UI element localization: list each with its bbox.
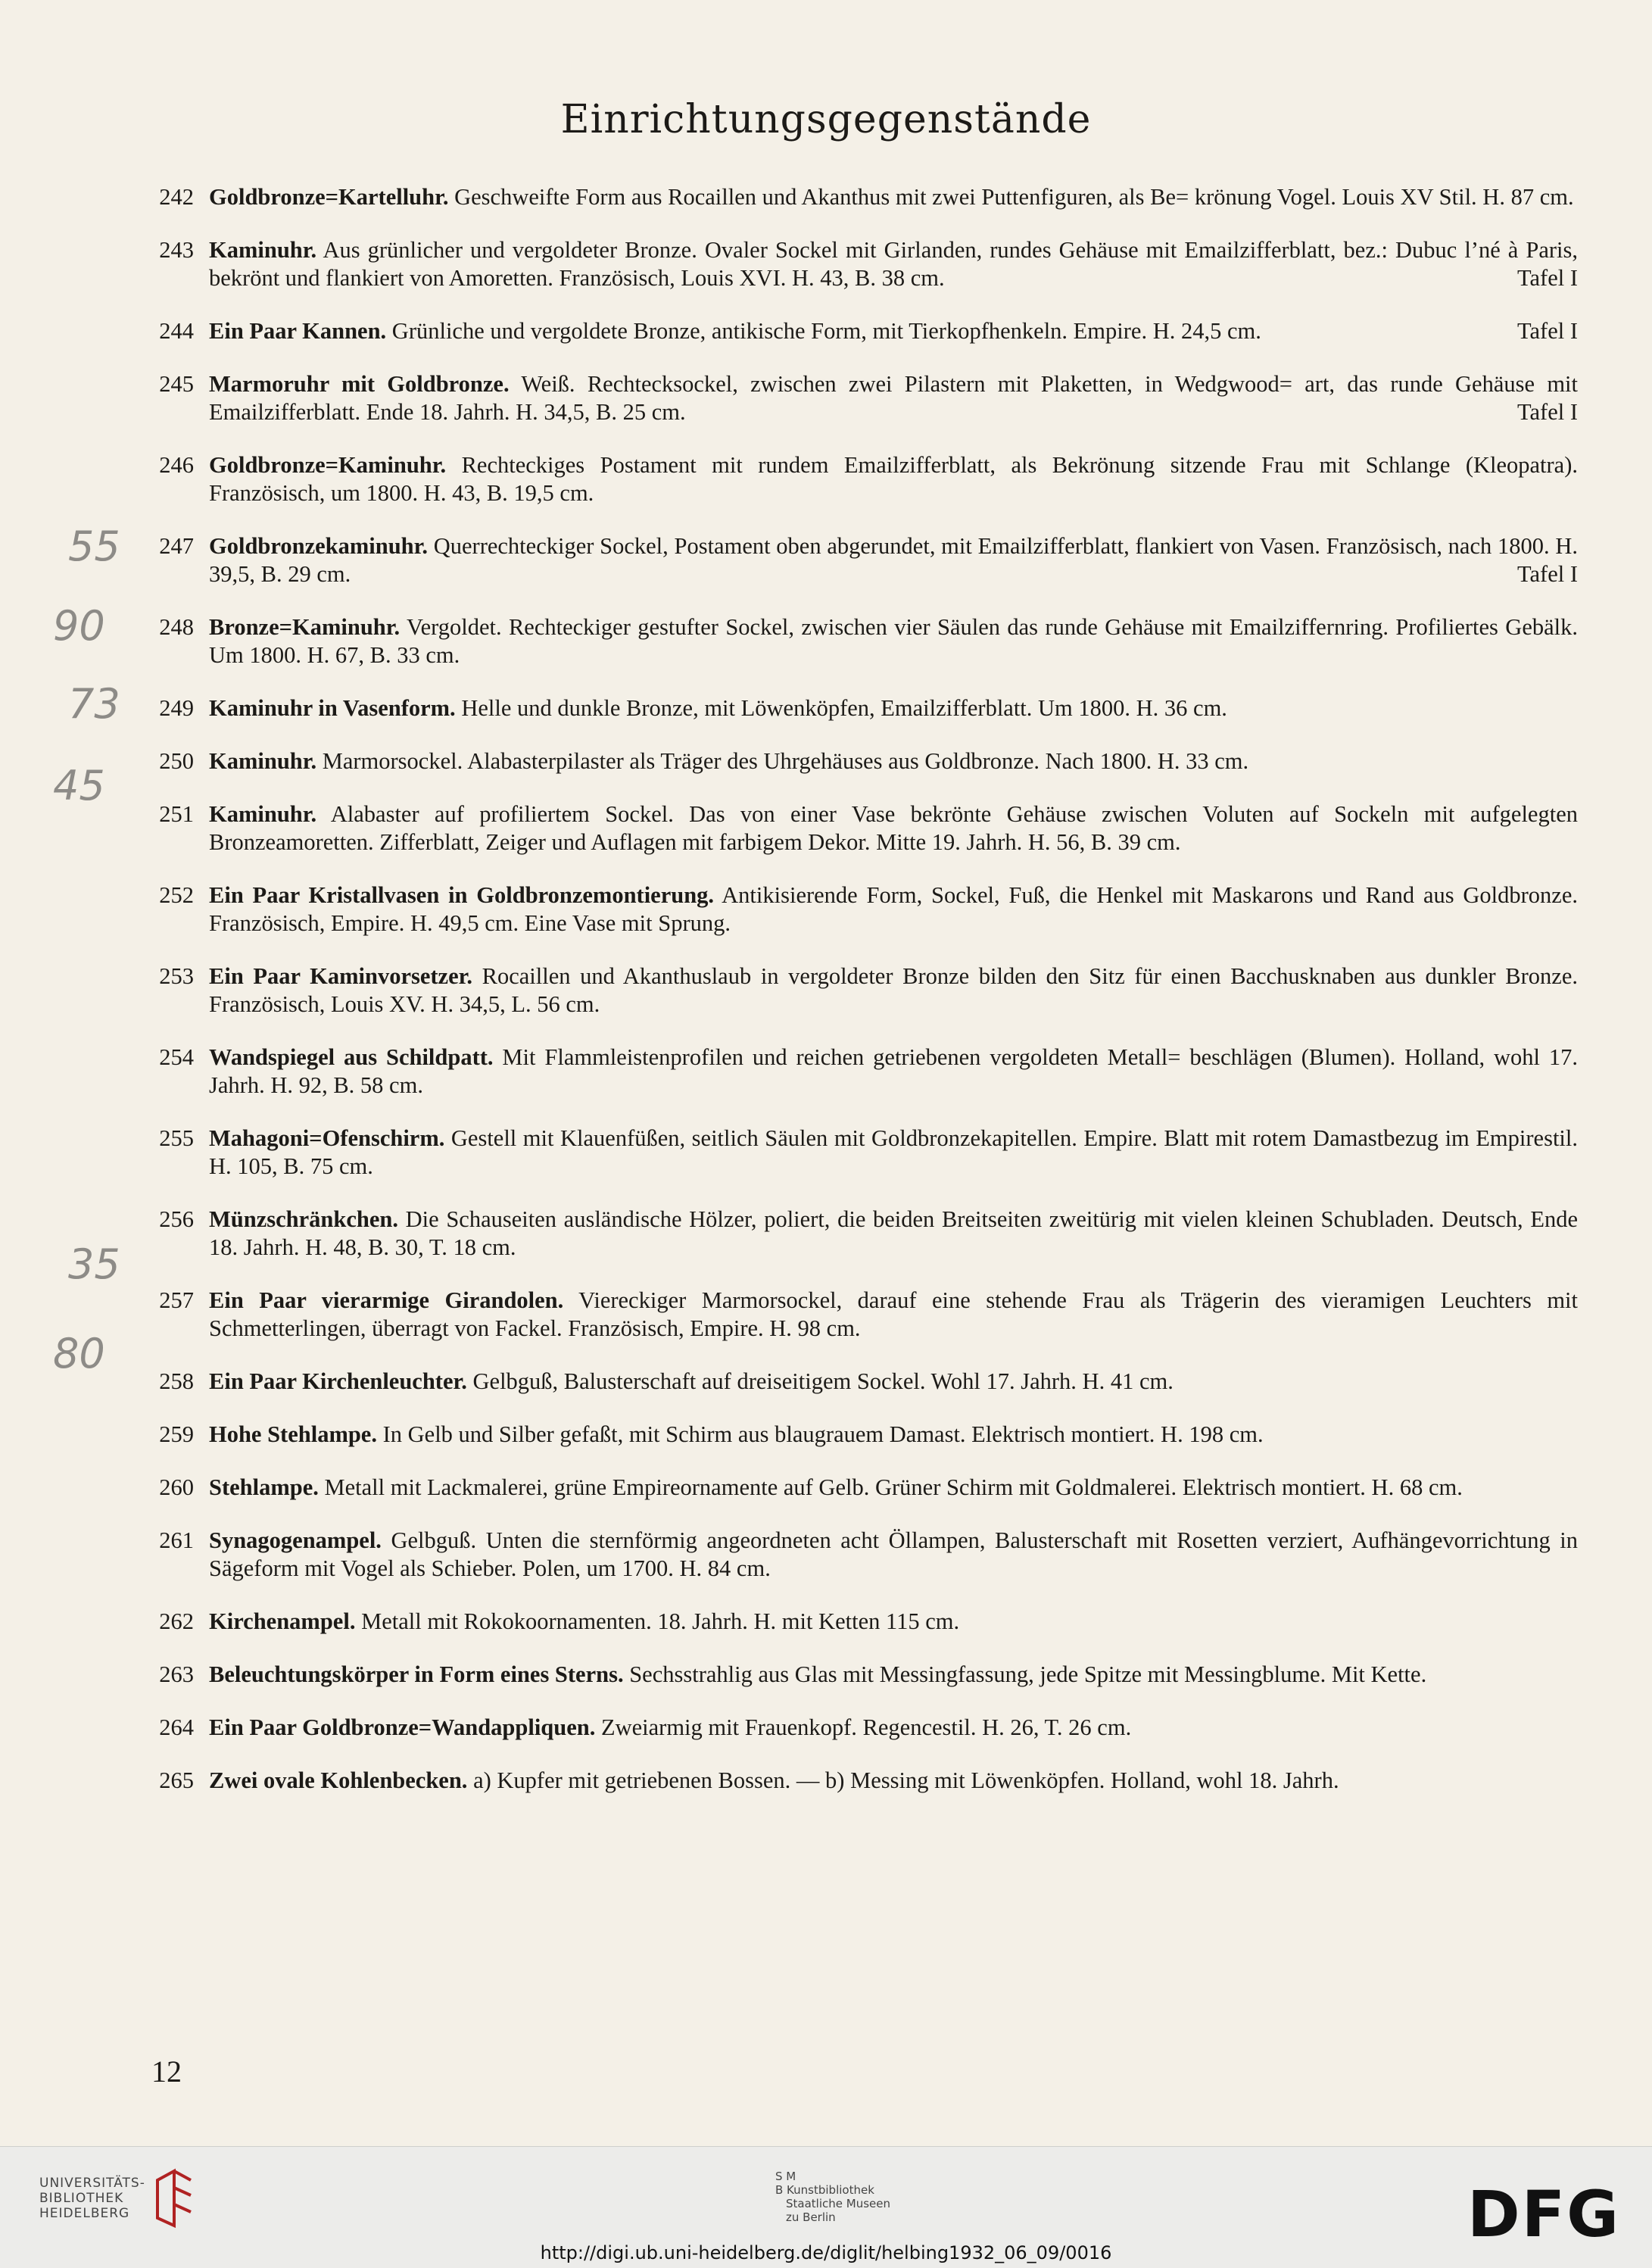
entry-description: Weiß. Rechtecksockel, zwischen zwei Pilastern mit Plaketten, in Wedgwood= art, das runde Gehäuse mit Emailzifferblatt. Ende 18. Jahrh. H. 34,5, B. 25 cm. — [209, 371, 1578, 425]
catalog-entry — [148, 1206, 1578, 1262]
entry-number: 253 — [159, 963, 194, 989]
catalog-entry — [148, 183, 1578, 211]
entry-title: Zwei ovale Kohlenbecken. — [209, 1767, 468, 1793]
catalog-entry — [148, 1714, 1578, 1742]
entry-description: Viereckiger Marmorsockel, darauf eine stehende Frau als Trägerin des vieramigen Leuchters mit Schmetterlingen, überragt von Fackel. Französisch, Empire. H. 98 cm. — [209, 1287, 1578, 1341]
entry-title: Ein Paar Kirchenleuchter. — [209, 1368, 467, 1394]
entry-description: Die Schauseiten ausländische Hölzer, poliert, die beiden Breitseiten zweitürig mit vielen kleinen Schubladen. Deutsch, Ende 18. Jahrh. H. 48, B. 30, T. 18 cm. — [209, 1206, 1578, 1260]
ub-heidelberg-label[interactable] — [39, 2176, 145, 2221]
entry-number: 265 — [159, 1767, 194, 1793]
entry-description: Vergoldet. Rechteckiger gestufter Sockel, zwischen vier Säulen das runde Gehäuse mit Emailziffernring. Profiliertes Gebälk. Um 1800. H. 67, B. 33 cm. — [209, 614, 1578, 668]
catalog-entry — [148, 451, 1578, 507]
entry-description: Grünliche und vergoldete Bronze, antikische Form, mit Tierkopfhenkeln. Empire. H. 24,5 cm. — [386, 318, 1261, 344]
catalog-entry — [148, 370, 1578, 426]
catalog-entries — [148, 183, 1578, 1820]
entry-body — [209, 1474, 1578, 1502]
entry-description: Marmorsockel. Alabasterpilaster als Träger des Uhrgehäuses aus Goldbronze. Nach 1800. H. 33 cm. — [316, 748, 1249, 774]
entry-description: Mit Flammleistenprofilen und reichen getriebenen vergoldeten Metall= beschlägen (Blumen). Holland, wohl 17. Jahrh. H. 92, B. 58 cm. — [209, 1044, 1579, 1098]
entry-body — [209, 532, 1578, 588]
entry-number: 250 — [159, 748, 194, 774]
entry-body — [209, 1368, 1578, 1396]
entry-body — [209, 236, 1578, 292]
entry-body — [209, 1206, 1578, 1262]
entry-title: Goldbronze=Kartelluhr. — [209, 184, 449, 210]
handwritten-note: 90 — [53, 602, 105, 650]
entry-body — [209, 1421, 1578, 1449]
entry-description: Antikisierende Form, Sockel, Fuß, die Henkel mit Maskarons und Rand aus Goldbronze. Französisch, Empire. H. 49,5 cm. Eine Vase mit Sprung. — [209, 882, 1578, 936]
catalog-entry — [148, 1044, 1578, 1100]
entry-description: a) Kupfer mit getriebenen Bossen. — b) Messing mit Löwenköpfen. Holland, wohl 18. Jahrh. — [467, 1767, 1339, 1793]
entry-description: Gestell mit Klauenfüßen, seitlich Säulen mit Goldbronzekapitellen. Empire. Blatt mit rotem Damastbezug im Empirestil. H. 105, B. 75 cm. — [209, 1125, 1578, 1179]
catalog-entry — [148, 1125, 1578, 1181]
entry-title: Marmoruhr mit Goldbronze. — [209, 371, 510, 397]
entry-plate-reference: Tafel I — [1517, 399, 1578, 425]
catalog-entry — [148, 800, 1578, 856]
entry-number: 245 — [159, 371, 194, 397]
entry-number: 263 — [159, 1661, 194, 1687]
entry-body — [209, 881, 1578, 937]
entry-title: Goldbronze=Kaminuhr. — [209, 452, 447, 478]
entry-title: Kaminuhr. — [209, 748, 317, 774]
entry-title: Mahagoni=Ofenschirm. — [209, 1125, 445, 1151]
entry-title: Kaminuhr. — [209, 801, 317, 827]
entry-description: Gelbguß. Unten die sternförmig angeordneten acht Öllampen, Balusterschaft mit Rosetten verziert, Aufhängevorrichtung in Sägeform mit Vogel als Schieber. Polen, um 1700. H. 84 cm. — [209, 1527, 1578, 1581]
entry-body — [209, 747, 1578, 775]
entry-body — [209, 451, 1578, 507]
entry-title: Ein Paar Kristallvasen in Goldbronzemontierung. — [209, 882, 715, 908]
entry-description: Helle und dunkle Bronze, mit Löwenköpfen, Emailzifferblatt. Um 1800. H. 36 cm. — [455, 695, 1227, 721]
entry-body — [209, 1527, 1578, 1583]
entry-number: 262 — [159, 1608, 194, 1634]
entry-number: 247 — [159, 533, 194, 559]
entry-description: Geschweifte Form aus Rocaillen und Akanthus mit zwei Puttenfiguren, als Be= krönung Vogel. Louis XV Stil. H. 87 cm. — [448, 184, 1574, 210]
entry-body — [209, 613, 1578, 669]
catalog-entry — [148, 1287, 1578, 1343]
entry-number: 252 — [159, 882, 194, 908]
entry-number: 242 — [159, 184, 194, 210]
entry-description: Metall mit Lackmalerei, grüne Empireornamente auf Gelb. Grüner Schirm mit Goldmalerei. Elektrisch montiert. H. 68 cm. — [318, 1474, 1463, 1500]
entry-title: Beleuchtungskörper in Form eines Sterns. — [209, 1661, 624, 1687]
entry-description: Gelbguß, Balusterschaft auf dreiseitigem Sockel. Wohl 17. Jahrh. H. 41 cm. — [466, 1368, 1174, 1394]
entry-number: 246 — [159, 452, 194, 478]
entry-title: Ein Paar Goldbronze=Wandappliquen. — [209, 1714, 596, 1740]
entry-description: Alabaster auf profiliertem Sockel. Das von einer Vase bekrönte Gehäuse zwischen Voluten auf Sockeln mit aufgelegten Bronzeamoretten. Zifferblatt, Zeiger und Auflagen mit farbigem Dekor. Mitte 19. Jahrh. H. 56, B. 39 cm. — [209, 801, 1578, 855]
entry-number: 244 — [159, 318, 194, 344]
entry-description: Rechteckiges Postament mit rundem Emailzifferblatt, als Bekrönung sitzende Frau mit Schlange (Kleopatra). Französisch, um 1800. H. 43, B. 19,5 cm. — [209, 452, 1578, 506]
entry-body — [209, 694, 1578, 722]
handwritten-note: 80 — [53, 1330, 105, 1377]
entry-title: Kirchenampel. — [209, 1608, 356, 1634]
catalog-entry — [148, 317, 1578, 345]
catalog-entry — [148, 1474, 1578, 1502]
catalog-entry — [148, 962, 1578, 1019]
smb-line: Staatliche Museen — [786, 2197, 890, 2210]
entry-title: Ein Paar Kaminvorsetzer. — [209, 963, 472, 989]
catalog-entry — [148, 236, 1578, 292]
catalog-entry — [148, 532, 1578, 588]
entry-number: 258 — [159, 1368, 194, 1394]
entry-number: 248 — [159, 614, 194, 640]
entry-number: 259 — [159, 1421, 194, 1447]
ub-line: BIBLIOTHEK — [39, 2191, 124, 2206]
catalog-entry — [148, 694, 1578, 722]
entry-body — [209, 317, 1578, 345]
ub-heidelberg-logo-icon[interactable] — [151, 2165, 197, 2232]
catalog-entry — [148, 1767, 1578, 1795]
entry-body — [209, 962, 1578, 1019]
catalog-entry — [148, 881, 1578, 937]
entry-number: 261 — [159, 1527, 194, 1553]
entry-plate-reference: Tafel I — [1517, 561, 1578, 587]
smb-kunstbibliothek-label[interactable] — [775, 2170, 890, 2224]
entry-number: 255 — [159, 1125, 194, 1151]
handwritten-note: 73 — [68, 680, 120, 728]
entry-title: Wandspiegel aus Schildpatt. — [209, 1044, 494, 1070]
entry-description: Querrechteckiger Sockel, Postament oben abgerundet, mit Emailzifferblatt, flankiert von Vasen. Französisch, nach 1800. H. 39,5, B. 29 cm. — [209, 533, 1578, 587]
entry-body — [209, 1661, 1578, 1689]
catalog-entry — [148, 1527, 1578, 1583]
handwritten-note: 55 — [68, 523, 120, 570]
footer-bar — [0, 2146, 1652, 2268]
entry-number: 243 — [159, 237, 194, 263]
entry-description: Metall mit Rokokoornamenten. 18. Jahrh. H. mit Ketten 115 cm. — [355, 1608, 960, 1634]
entry-title: Kaminuhr. — [209, 237, 317, 263]
smb-line: B Kunstbibliothek — [775, 2183, 874, 2197]
entry-body — [209, 1044, 1578, 1100]
entry-title: Ein Paar Kannen. — [209, 318, 387, 344]
entry-number: 254 — [159, 1044, 194, 1070]
entry-number: 264 — [159, 1714, 194, 1740]
ub-line: HEIDELBERG — [39, 2206, 130, 2221]
dfg-logo[interactable]: DFG — [1467, 2177, 1621, 2251]
entry-description: Rocaillen und Akanthuslaub in vergoldeter Bronze bilden den Sitz für einen Bacchusknaben aus dunkler Bronze. Französisch, Louis XV. H. 34,5, L. 56 cm. — [209, 963, 1578, 1017]
entry-title: Goldbronzekaminuhr. — [209, 533, 428, 559]
entry-description: Aus grünlicher und vergoldeter Bronze. Ovaler Sockel mit Girlanden, rundes Gehäuse mit Emailzifferblatt, bez.: Dubuc l’né à Paris, bekrönt und flankiert von Amoretten. Französisch, Louis XVI. H. 43, B. 38 cm. — [209, 237, 1578, 291]
entry-plate-reference: Tafel I — [1517, 318, 1578, 344]
entry-title: Hohe Stehlampe. — [209, 1421, 377, 1447]
smb-line: S M — [775, 2170, 796, 2183]
entry-title: Synagogenampel. — [209, 1527, 382, 1553]
catalog-entry — [148, 1368, 1578, 1396]
entry-body — [209, 1767, 1578, 1795]
entry-title: Münzschränkchen. — [209, 1206, 398, 1232]
entry-body — [209, 1608, 1578, 1636]
entry-description: Zweiarmig mit Frauenkopf. Regencestil. H. 26, T. 26 cm. — [595, 1714, 1132, 1740]
entry-body — [209, 1714, 1578, 1742]
catalog-entry — [148, 1421, 1578, 1449]
page-number: 12 — [151, 2054, 182, 2089]
entry-number: 257 — [159, 1287, 194, 1313]
entry-number: 256 — [159, 1206, 194, 1232]
entry-number: 260 — [159, 1474, 194, 1500]
catalog-entry — [148, 1661, 1578, 1689]
entry-body — [209, 183, 1578, 211]
entry-description: In Gelb und Silber gefaßt, mit Schirm aus blaugrauem Damast. Elektrisch montiert. H. 198 cm. — [376, 1421, 1264, 1447]
entry-description: Sechsstrahlig aus Glas mit Messingfassung, jede Spitze mit Messingblume. Mit Kette. — [623, 1661, 1427, 1687]
handwritten-note: 45 — [53, 762, 105, 810]
entry-title: Ein Paar vierarmige Girandolen. — [209, 1287, 564, 1313]
entry-title: Kaminuhr in Vasenform. — [209, 695, 456, 721]
catalog-entry — [148, 747, 1578, 775]
catalog-entry — [148, 613, 1578, 669]
entry-number: 251 — [159, 801, 194, 827]
entry-plate-reference: Tafel I — [1517, 265, 1578, 291]
entry-title: Bronze=Kaminuhr. — [209, 614, 401, 640]
source-url-link[interactable]: http://digi.ub.uni-heidelberg.de/diglit/helbing1932_06_09/0016 — [540, 2242, 1112, 2263]
entry-body — [209, 800, 1578, 856]
handwritten-note: 35 — [68, 1240, 120, 1288]
smb-line: zu Berlin — [786, 2210, 836, 2224]
page-title: Einrichtungsgegenstände — [560, 97, 1092, 142]
catalog-entry — [148, 1608, 1578, 1636]
entry-body — [209, 1125, 1578, 1181]
entry-title: Stehlampe. — [209, 1474, 319, 1500]
entry-body — [209, 1287, 1578, 1343]
entry-body — [209, 370, 1578, 426]
entry-number: 249 — [159, 695, 194, 721]
ub-line: UNIVERSITÄTS- — [39, 2176, 145, 2191]
